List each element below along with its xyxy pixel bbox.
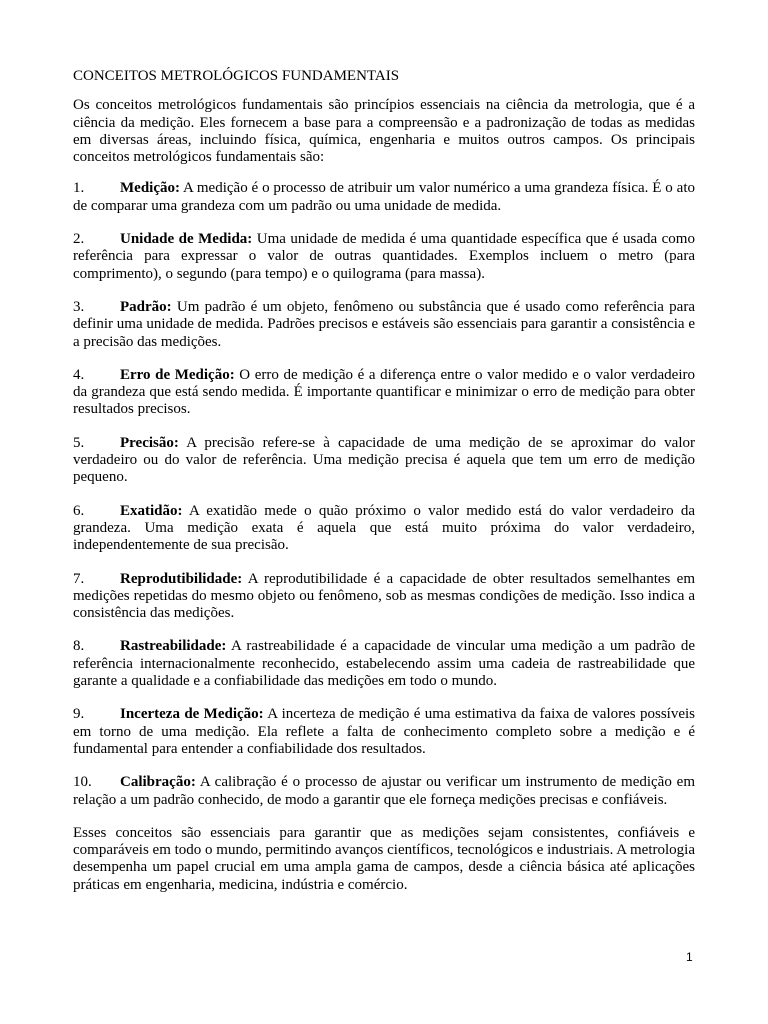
concept-number: 6. xyxy=(73,502,85,519)
concept-number: 8. xyxy=(73,638,85,655)
concept-term: Erro de Medição: xyxy=(120,366,235,383)
concept-description: A incerteza de medição é uma estimativa da faixa de valores possíveis em torno de uma medição. Ela reflete a falta de conhecimento completo sobre a medição e é fundamental para entender a confiabilidade dos resultados. xyxy=(73,706,695,757)
concept-item xyxy=(73,638,695,690)
concept-item xyxy=(73,180,695,215)
concept-description: A rastreabilidade é a capacidade de vincular uma medição a um padrão de referência internacionalmente reconhecido, estabelecendo assim uma cadeia de rastreabilidade que garante a qualidade e a confiabilidade das medições em todo o mundo. xyxy=(73,638,695,690)
document-title: CONCEITOS METROLÓGICOS FUNDAMENTAIS xyxy=(73,68,400,84)
concept-item xyxy=(73,435,695,487)
concept-number: 2. xyxy=(73,231,85,248)
concept-description: O erro de medição é a diferença entre o valor medido e o valor verdadeiro da grandeza que está sendo medida. É importante quantificar e minimizar o erro de medição para obter resultados precisos. xyxy=(73,366,696,418)
concept-item xyxy=(73,774,695,809)
concept-number: 7. xyxy=(73,570,85,587)
concept-item xyxy=(73,367,695,419)
concept-number: 1. xyxy=(73,180,85,197)
concept-description: A calibração é o processo de ajustar ou verificar um instrumento de medição em relação a um padrão conhecido, de modo a garantir que ele forneça medições precisas e confiáveis. xyxy=(73,774,695,808)
concept-term: Medição: xyxy=(120,180,180,197)
concept-term: Rastreabilidade: xyxy=(120,638,227,655)
concept-number: 4. xyxy=(73,366,85,383)
intro-paragraph: Os conceitos metrológicos fundamentais são princípios essenciais na ciência da metrologia, que é a ciência da medição. Eles fornecem a base para a compreensão e a padronização de todas as medidas em diversas áreas, incluindo física, química, engenharia e muitos outros campos. Os principais conceitos metrológicos fundamentais são: xyxy=(73,97,695,166)
concept-term: Precisão: xyxy=(120,434,179,451)
concept-description: A medição é o processo de atribuir um valor numérico a uma grandeza física. É o ato de comparar uma grandeza com um padrão ou uma unidade de medida. xyxy=(73,180,695,214)
concept-item xyxy=(73,571,695,623)
concept-item xyxy=(73,706,695,758)
concept-number: 10. xyxy=(73,774,92,791)
concepts-list xyxy=(73,180,695,808)
concept-number: 9. xyxy=(73,706,85,723)
concept-term: Reprodutibilidade: xyxy=(120,570,243,587)
concept-description: Um padrão é um objeto, fenômeno ou substância que é usado como referência para definir uma unidade de medida. Padrões precisos e estáveis são essenciais para garantir a consistência e a precisão das medições. xyxy=(73,298,695,350)
concept-description: A exatidão mede o quão próximo o valor medido está do valor verdadeiro da grandeza. Uma medição exata é aquela que está muito próxima do valor verdadeiro, independentemente de sua precisão. xyxy=(73,502,695,554)
concept-description: Uma unidade de medida é uma quantidade específica que é usada como referência para expressar o valor de outras quantidades. Exemplos incluem o metro (para comprimento), o segundo (para tempo) e o quilograma (para massa). xyxy=(73,231,695,282)
conclusion-paragraph: Esses conceitos são essenciais para garantir que as medições sejam consistentes, confiáveis e comparáveis em todo o mundo, permitindo avanços científicos, tecnológicos e industriais. A metrologia desempenha um papel crucial em uma ampla gama de campos, desde a ciência básica até aplicações práticas em engenharia, medicina, indústria e comércio. xyxy=(73,824,695,893)
concept-item xyxy=(73,231,695,283)
concept-term: Unidade de Medida: xyxy=(120,231,253,248)
concept-term: Padrão: xyxy=(120,298,172,315)
concept-description: A precisão refere-se à capacidade de uma medição de se aproximar do valor verdadeiro ou do valor de referência. Uma medição precisa é aquela que tem um erro de medição pequeno. xyxy=(73,434,695,486)
concept-description: A reprodutibilidade é a capacidade de obter resultados semelhantes em medições repetidas do mesmo objeto ou fenômeno, sob as mesmas condições de medição. Isso indica a consistência das medições. xyxy=(73,570,695,622)
concept-term: Exatidão: xyxy=(120,502,183,519)
concept-item xyxy=(73,503,695,555)
concept-item xyxy=(73,299,695,351)
document-page xyxy=(73,68,695,894)
page-number: 1 xyxy=(686,950,693,964)
concept-term: Incerteza de Medição: xyxy=(120,706,264,723)
concept-number: 3. xyxy=(73,298,85,315)
concept-term: Calibração: xyxy=(120,774,196,791)
concept-number: 5. xyxy=(73,434,85,451)
